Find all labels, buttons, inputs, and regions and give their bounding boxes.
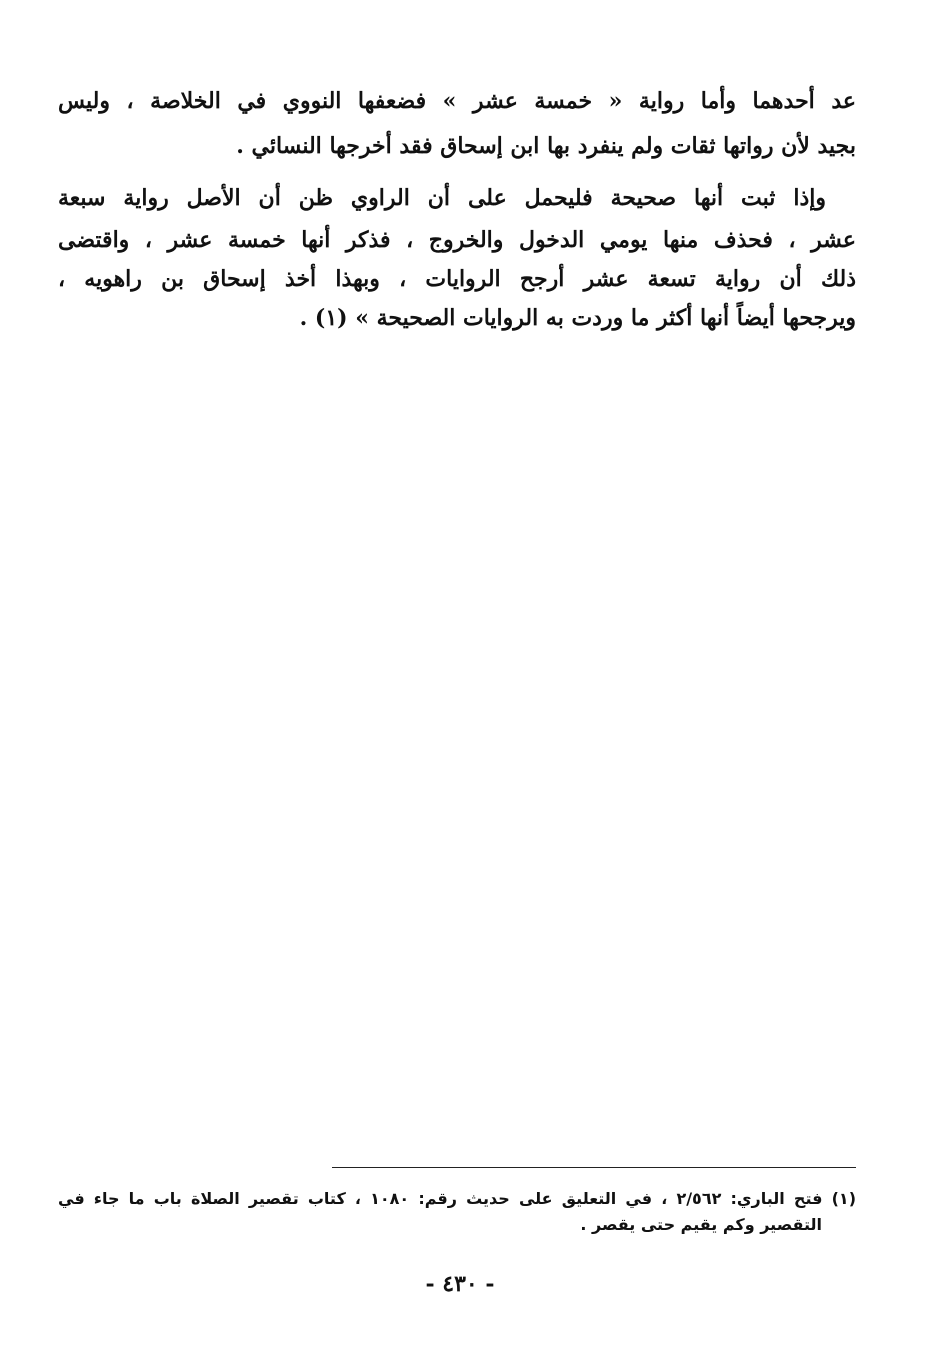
- footnote-line: (١) فتح الباري: ٢/٥٦٢ ، في التعليق على حديث رقم: ١٠٨٠ ، كتاب تقصير الصلاة باب ما جاء في: [58, 1189, 856, 1208]
- page-number: - ٤٣٠ -: [425, 1271, 495, 1297]
- body-line: ويرجحها أيضاً أنها أكثر ما وردت به الروايات الصحيحة » (١) .: [299, 305, 856, 331]
- body-line: ذلك أن رواية تسعة عشر أرجح الروايات ، وبهذا أخذ إسحاق بن راهويه ،: [58, 266, 856, 292]
- body-line: وإذا ثبت أنها صحيحة فليحمل على أن الراوي ظن أن الأصل رواية سبعة: [58, 185, 826, 211]
- footnote-separator: [332, 1167, 856, 1168]
- body-line: عد أحدهما وأما رواية « خمسة عشر » فضعفها النووي في الخلاصة ، وليس: [58, 88, 856, 114]
- footnote-line: التقصير وكم يقيم حتى يقصر .: [580, 1215, 822, 1234]
- body-line: عشر ، فحذف منها يومي الدخول والخروج ، فذكر أنها خمسة عشر ، واقتضى: [58, 227, 856, 253]
- body-line: بجيد لأن رواتها ثقات ولم ينفرد بها ابن إسحاق فقد أخرجها النسائي .: [236, 133, 856, 159]
